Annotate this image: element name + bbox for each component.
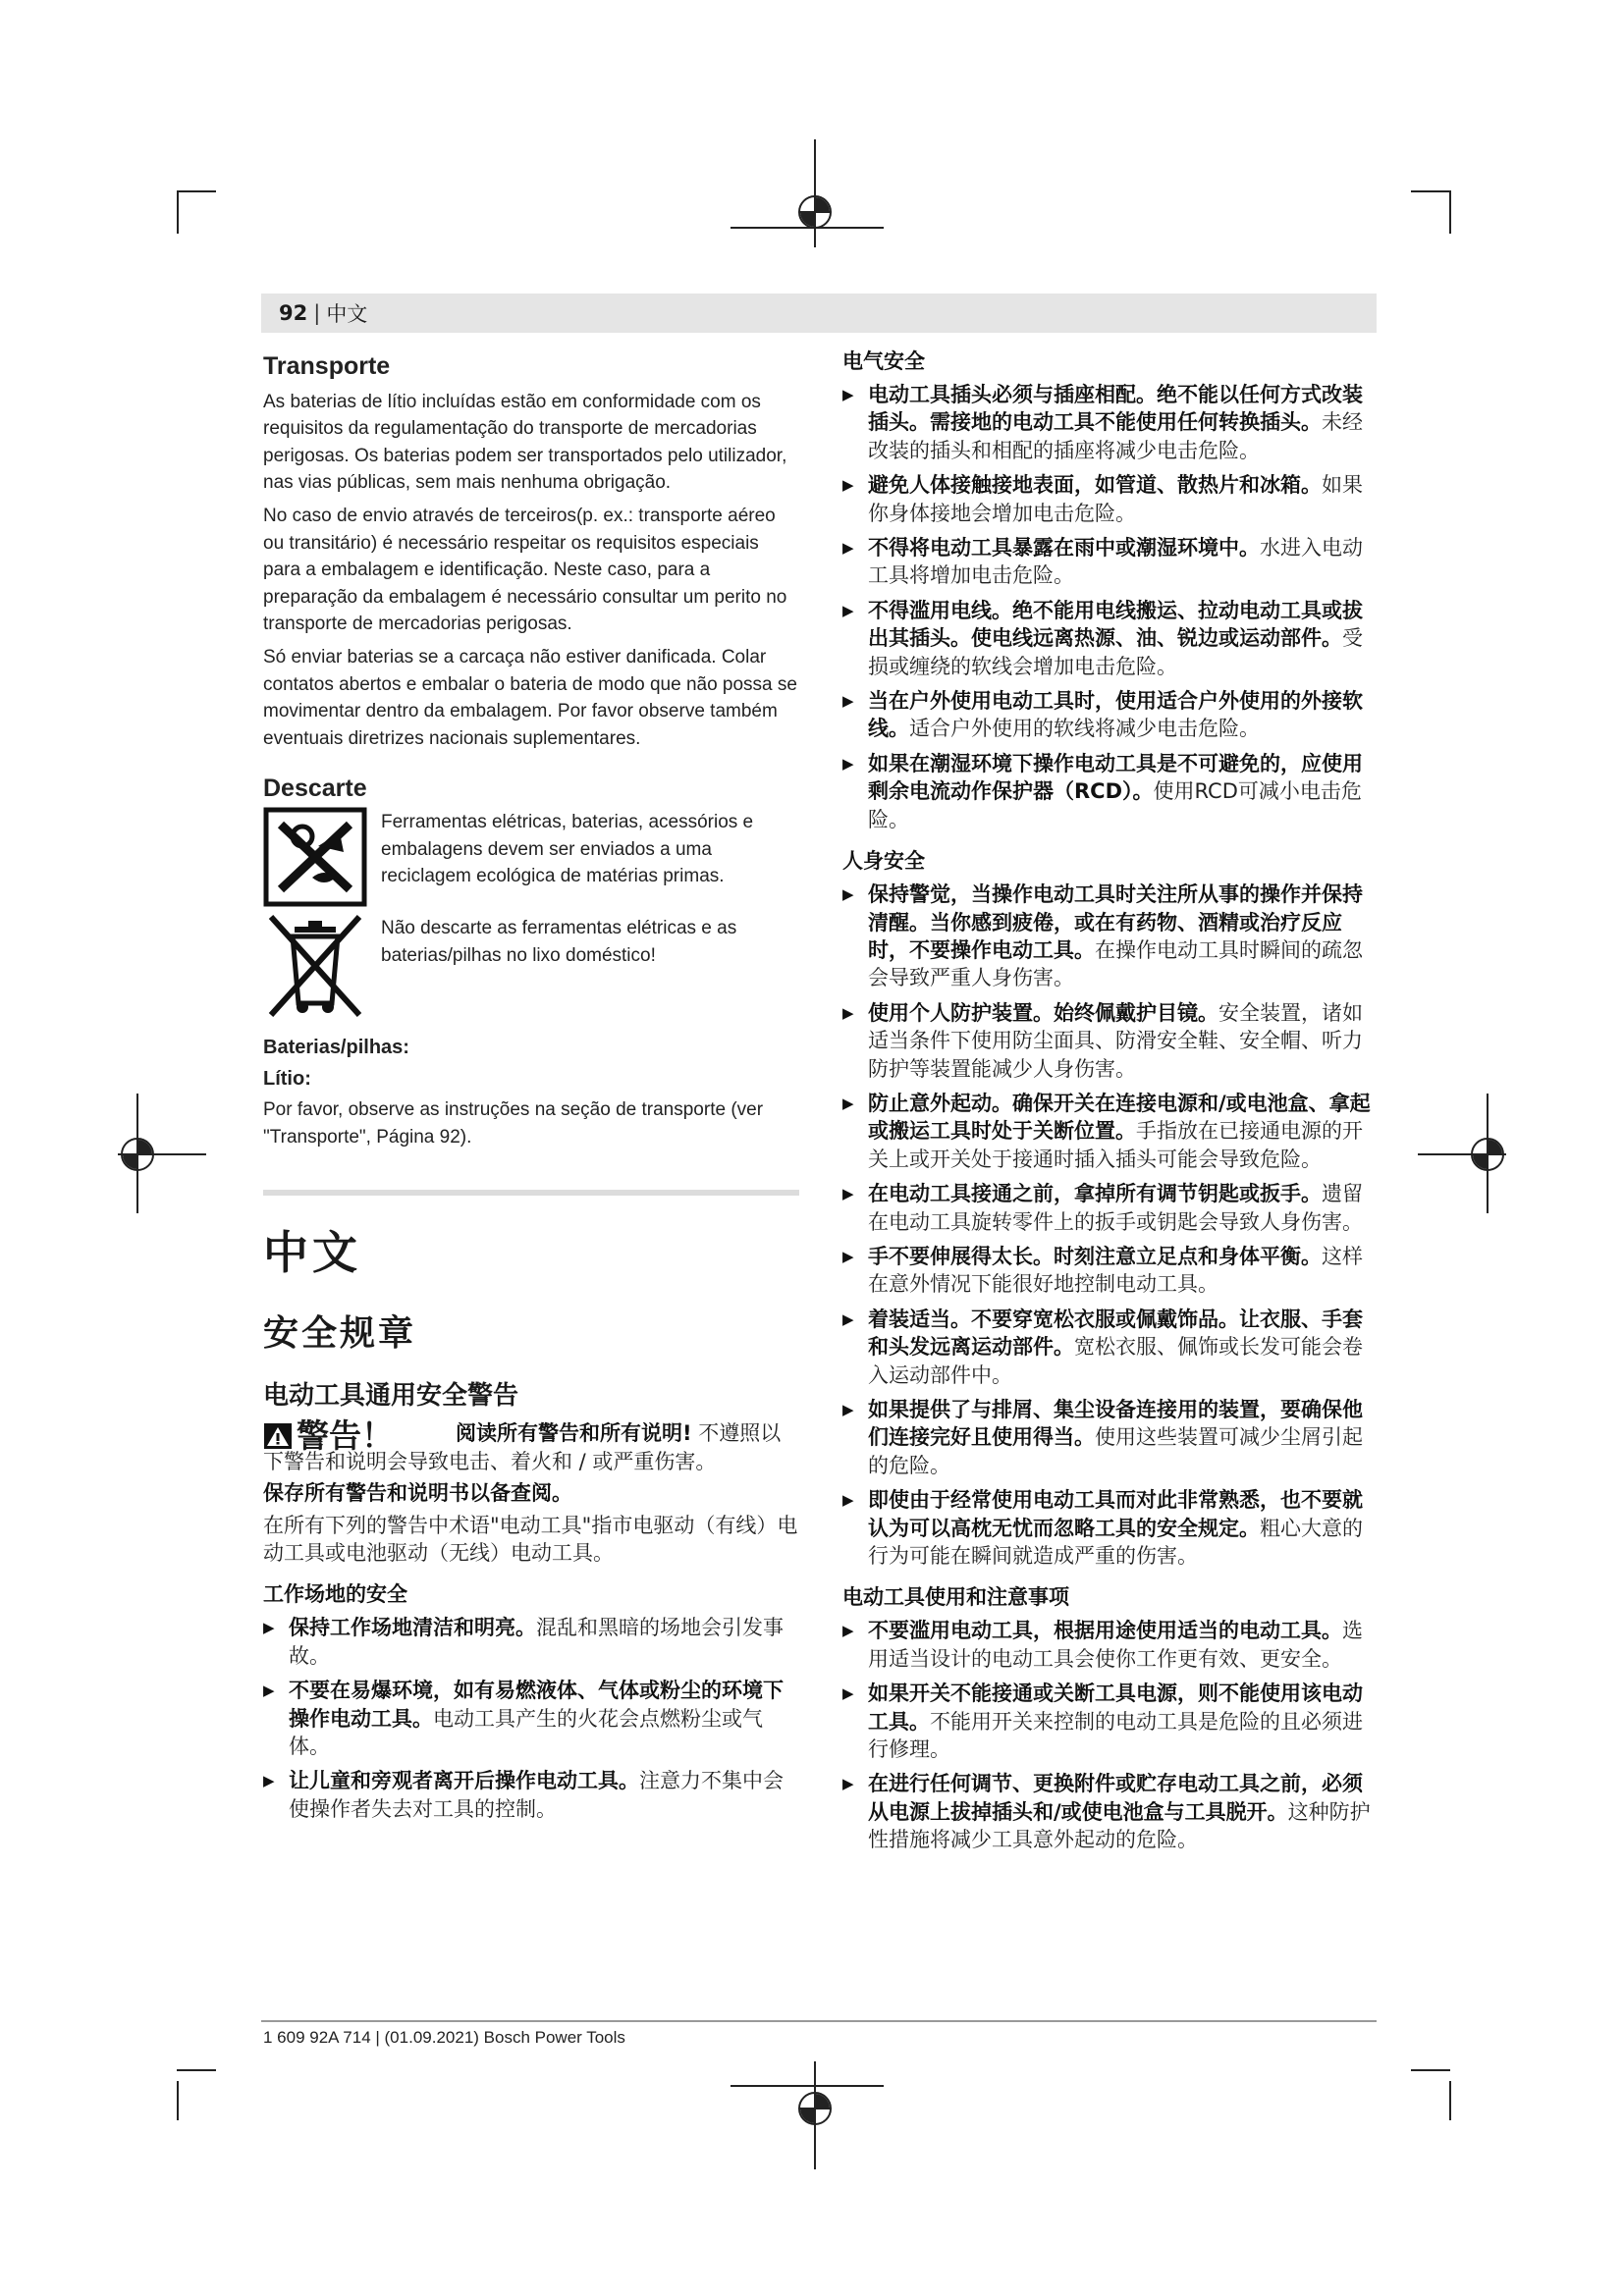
list-item xyxy=(842,1090,1377,1173)
list-item xyxy=(842,597,1377,680)
crossed-wheelie-bin-icon xyxy=(263,913,367,1021)
list-item xyxy=(842,881,1377,992)
crop-mark xyxy=(1449,190,1451,234)
list-item-text: 电动工具产生的火花会点燃粉尘或气体。 xyxy=(289,1706,763,1758)
list-item-bold: 即使由于经常使用电动工具而对此非常熟悉，也不要就认为可以高枕无忧而忽略工具的安全规定。 xyxy=(868,1488,1363,1540)
list-item-text: 混乱和黑暗的场地会引发事故。 xyxy=(289,1616,784,1668)
list-item-text: 适合户外使用的软线将减少电击危险。 xyxy=(909,717,1260,741)
list-item xyxy=(842,1243,1377,1299)
use-care-title: 电动工具使用和注意事项 xyxy=(842,1585,1069,1610)
page-header xyxy=(261,294,1377,333)
recycling-symbol-icon xyxy=(263,807,367,907)
crop-mark xyxy=(177,2081,179,2120)
list-item-bold: 不要在易爆环境，如有易燃液体、气体或粉尘的环境下操作电动工具。 xyxy=(289,1679,784,1731)
page-number: 92 xyxy=(279,301,308,325)
lithium-title: Lítio: xyxy=(263,1067,311,1090)
list-item-bold: 不得滥用电线。绝不能用电线搬运、拉动电动工具或拔出其插头。使电线远离热源、油、锐边或运动部件。 xyxy=(868,598,1363,651)
list-item xyxy=(842,1680,1377,1763)
list-item xyxy=(842,1486,1377,1570)
list-item xyxy=(842,750,1377,833)
no-bin-text: Não descarte as ferramentas elétricas e as baterias/pilhas no lixo doméstico! xyxy=(381,917,737,966)
list-item-text: 宽松衣服、佩饰或长发可能会卷入运动部件中。 xyxy=(868,1335,1363,1387)
warning-bold-text: 阅读所有警告和所有说明! xyxy=(456,1421,692,1446)
crop-mark xyxy=(1411,2069,1450,2071)
footer-rule xyxy=(261,2020,1377,2022)
chinese-section-title: 中文 xyxy=(263,1226,361,1280)
list-item-text: 注意力不集中会使操作者失去对工具的控制。 xyxy=(289,1769,784,1821)
crop-mark xyxy=(177,190,179,234)
section-divider xyxy=(263,1190,799,1196)
transport-paragraph: As baterias de lítio incluídas estão em conformidade com os requisitos da regulamentação do transporte de mercadorias perigosas. Os baterias podem ser transportados pelo utilizador, nas vias públicas, sem mais nenhuma obrigação. xyxy=(263,391,787,494)
crop-mark xyxy=(731,2085,884,2087)
list-item xyxy=(842,381,1377,464)
header-language: 中文 xyxy=(326,302,368,326)
crop-mark xyxy=(1411,190,1450,192)
list-item-text: 这样在意外情况下能很好地控制电动工具。 xyxy=(868,1244,1363,1297)
list-item xyxy=(842,534,1377,590)
list-item-text: 未经改装的插头和相配的插座将减少电击危险。 xyxy=(868,410,1363,462)
list-item xyxy=(842,999,1377,1083)
crop-mark xyxy=(814,139,816,247)
transport-title: Transporte xyxy=(263,352,391,380)
crop-mark xyxy=(1449,2081,1451,2120)
electrical-title: 电气安全 xyxy=(842,349,925,373)
list-item-text: 遗留在电动工具旋转零件上的扳手或钥匙会导致人身伤害。 xyxy=(868,1182,1363,1234)
list-item-bold: 如果提供了与排屑、集尘设备连接用的装置，要确保他们连接完好且使用得当。 xyxy=(868,1398,1363,1450)
list-item xyxy=(842,471,1377,527)
list-item xyxy=(842,1180,1377,1236)
list-item-bold: 手不要伸展得太长。时刻注意立足点和身体平衡。 xyxy=(868,1244,1322,1268)
list-item-bold: 如果开关不能接通或关断工具电源，则不能使用该电动工具。 xyxy=(868,1682,1363,1734)
list-item-bold: 保持工作场地清洁和明亮。 xyxy=(289,1616,536,1640)
general-warning-title: 电动工具通用安全警告 xyxy=(263,1381,519,1412)
list-item-bold: 使用个人防护装置。始终佩戴护目镜。 xyxy=(868,1000,1218,1025)
page-footer: 1 609 92A 714 | (01.09.2021) Bosch Power Tools xyxy=(263,2028,625,2047)
right-column xyxy=(842,346,1377,1861)
save-instructions-text: 保存所有警告和说明书以备查阅。 xyxy=(263,1481,572,1506)
list-item xyxy=(842,1617,1377,1673)
term-definition: 在所有下列的警告中术语"电动工具"指市电驱动（有线）电动工具或电池驱动（无线）电动工具。 xyxy=(263,1513,798,1565)
list-item-text: 安全装置，诸如适当条件下使用防尘面具、防滑安全鞋、安全帽、听力防护等装置能减少人身伤害。 xyxy=(868,1000,1363,1081)
list-item-bold: 避免人体接触接地表面，如管道、散热片和冰箱。 xyxy=(868,473,1322,498)
list-item xyxy=(842,687,1377,743)
header-separator: | xyxy=(313,301,321,325)
use-care-list xyxy=(842,1617,1377,1853)
registration-mark xyxy=(798,2092,832,2125)
list-item-text: 手指放在已接通电源的开关上或开关处于接通时插入插头可能会导致危险。 xyxy=(868,1119,1363,1171)
batteries-title: Baterias/pilhas: xyxy=(263,1036,409,1058)
left-column xyxy=(263,353,799,1830)
recycling-text: Ferramentas elétricas, baterias, acessórios e embalagens devem ser enviados a uma reciclagem ecológica de matérias primas. xyxy=(381,811,754,887)
list-item-bold: 让儿童和旁观者离开后操作电动工具。 xyxy=(289,1769,639,1793)
save-instructions xyxy=(263,1479,799,1507)
disposal-section xyxy=(263,775,799,1150)
list-item-bold: 在进行任何调节、更换附件或贮存电动工具之前，必须从电源上拔掉插头和/或使电池盒与工具脱开。 xyxy=(868,1772,1363,1824)
list-item-bold: 不得将电动工具暴露在雨中或潮湿环境中。 xyxy=(868,536,1260,561)
list-item xyxy=(263,1767,799,1823)
list-item xyxy=(263,1677,799,1760)
list-item-text: 水进入电动工具将增加电击危险。 xyxy=(868,536,1363,588)
warning-text: 不遵照以下警告和说明会导致电击、着火和 / 或严重伤害。 xyxy=(263,1421,782,1473)
transport-section xyxy=(263,353,799,752)
list-item xyxy=(842,1770,1377,1853)
registration-mark xyxy=(798,195,832,229)
list-item-text: 粗心大意的行为可能在瞬间就造成严重的伤害。 xyxy=(868,1516,1363,1569)
electrical-list xyxy=(842,381,1377,833)
list-item-text: 如果你身体接地会增加电击危险。 xyxy=(868,473,1363,525)
disposal-title: Descarte xyxy=(263,774,367,803)
list-item-bold: 着装适当。不要穿宽松衣服或佩戴饰品。让衣服、手套和头发远离运动部件。 xyxy=(868,1307,1363,1360)
no-bin-row xyxy=(263,913,799,1021)
list-item-bold: 在电动工具接通之前，拿掉所有调节钥匙或扳手。 xyxy=(868,1182,1322,1206)
list-item-text: 在操作电动工具时瞬间的疏忽会导致严重人身伤害。 xyxy=(868,937,1363,990)
list-item-text: 受损或缠绕的软线会增加电击危险。 xyxy=(868,626,1363,678)
recycling-row xyxy=(263,807,799,907)
warning-triangle-icon xyxy=(263,1422,293,1450)
personal-title: 人身安全 xyxy=(842,849,925,874)
list-item-bold: 防止意外起动。确保开关在连接电源和/或电池盒、拿起或搬运工具时处于关断位置。 xyxy=(868,1091,1371,1144)
work-area-title: 工作场地的安全 xyxy=(263,1582,407,1607)
safety-title: 安全规章 xyxy=(263,1313,417,1355)
list-item-bold: 当在户外使用电动工具时，使用适合户外使用的外接软线。 xyxy=(868,689,1363,741)
list-item xyxy=(842,1306,1377,1389)
personal-list xyxy=(842,881,1377,1570)
crop-mark xyxy=(177,190,216,192)
list-item-text: 使用这些装置可减少尘屑引起的危险。 xyxy=(868,1425,1363,1477)
transport-paragraph: No caso de envio através de terceiros(p. ex.: transporte aéreo ou transitário) é necessário respeitar os requisitos especiais para a embalagem e identificação. Neste caso, para a preparação da embalagem é necessário consultar um perito no transporte de mercadorias perigosas. xyxy=(263,505,787,635)
lithium-text: Por favor, observe as instruções na seção de transporte (ver "Transporte", Página 92). xyxy=(263,1099,764,1148)
list-item-text: 这种防护性措施将减少工具意外起动的危险。 xyxy=(868,1799,1371,1852)
list-item xyxy=(263,1614,799,1670)
work-area-list xyxy=(263,1614,799,1823)
list-item-bold: 电动工具插头必须与插座相配。绝不能以任何方式改装插头。需接地的电动工具不能使用任何转换插头。 xyxy=(868,383,1363,435)
crop-mark xyxy=(177,2069,216,2071)
list-item-text: 选用适当设计的电动工具会使你工作更有效、更安全。 xyxy=(868,1619,1363,1671)
list-item-text: 使用RCD可减小电击危险。 xyxy=(868,779,1362,831)
list-item xyxy=(842,1396,1377,1479)
registration-mark xyxy=(121,1138,154,1171)
warning-label-text: 警告！ xyxy=(297,1416,394,1456)
registration-mark xyxy=(1471,1138,1504,1171)
list-item-bold: 如果在潮湿环境下操作电动工具是不可避免的，应使用剩余电流动作保护器（RCD）。 xyxy=(868,751,1363,804)
list-item-bold: 不要滥用电动工具，根据用途使用适当的电动工具。 xyxy=(868,1619,1342,1643)
list-item-bold: 保持警觉，当操作电动工具时关注所从事的操作并保持清醒。当你感到疲倦，或在有药物、酒精或治疗反应时，不要操作电动工具。 xyxy=(868,882,1363,962)
list-item-text: 不能用开关来控制的电动工具是危险的且必须进行修理。 xyxy=(868,1709,1363,1762)
transport-paragraph: Só enviar baterias se a carcaça não estiver danificada. Colar contatos abertos e embalar o bateria de modo que não possa se movimentar dentro da embalagem. Por favor observe também eventuais diretrizes nacionais suplementares. xyxy=(263,646,797,749)
